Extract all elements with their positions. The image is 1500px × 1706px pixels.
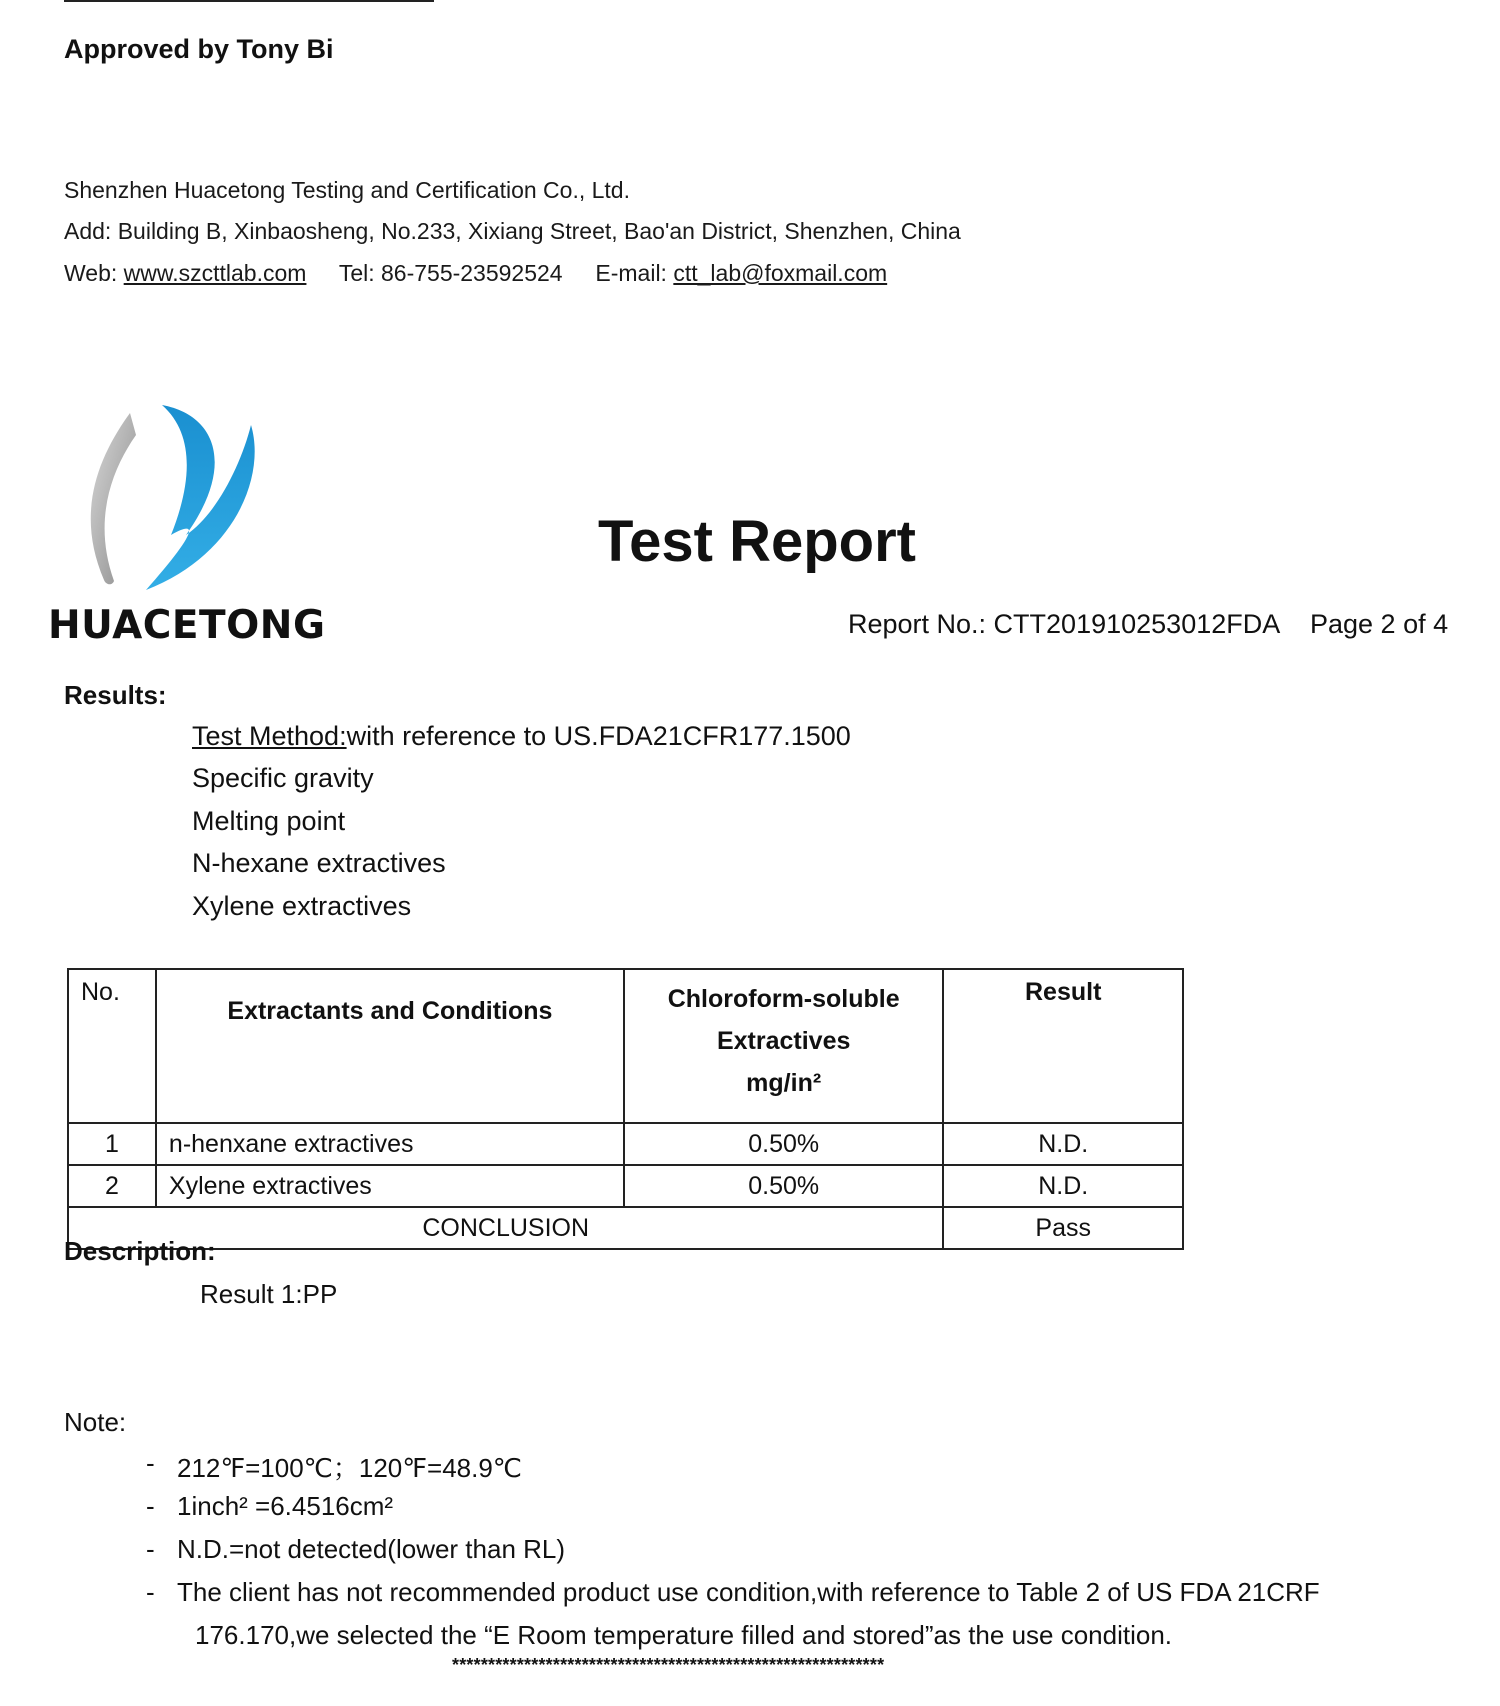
tel: Tel: 86-755-23592524 (338, 260, 563, 286)
logo-wordmark: HUACETONG (48, 603, 326, 648)
report-number: Report No.: CTT201910253012FDA (848, 609, 1281, 639)
approved-by: Approved by Tony Bi (64, 34, 334, 64)
method-item: N-hexane extractives (192, 848, 446, 878)
company-contact (64, 260, 887, 287)
results-table (67, 968, 1184, 1250)
test-method (192, 721, 851, 752)
cell-value: 0.50% (624, 1165, 944, 1207)
header-extractants: Extractants and Conditions (156, 969, 624, 1123)
method-item: Specific gravity (192, 763, 374, 793)
header-no: No. (68, 969, 156, 1123)
table-row (68, 1123, 1183, 1165)
method-item: Melting point (192, 806, 346, 836)
header-chloroform-line1: Chloroform-soluble (667, 985, 900, 1013)
note-item: The client has not recommended product use condition,with reference to Table 2 of US FDA 21CRF (177, 1577, 1320, 1607)
description-text: Result 1:PP (200, 1279, 338, 1309)
note-heading: Note: (64, 1407, 127, 1437)
note-bullet: - (146, 1448, 155, 1478)
cell-result: N.D. (943, 1165, 1183, 1207)
cell-value: 0.50% (624, 1123, 944, 1165)
note-item: 1inch² =6.4516cm² (177, 1491, 394, 1521)
conclusion-row (68, 1207, 1183, 1249)
note-item: N.D.=not detected(lower than RL) (177, 1534, 566, 1564)
table-header-row (68, 969, 1183, 1123)
test-method-label: Test Method: (192, 721, 347, 751)
note-item: 212℉=100℃；120℉=48.9℃ (177, 1453, 522, 1483)
cell-extractant: Xylene extractives (156, 1165, 624, 1207)
note-continuation: 176.170,we selected the “E Room temperature filled and stored”as the use condition. (195, 1620, 1173, 1650)
method-item: Xylene extractives (192, 891, 412, 921)
cell-no: 2 (68, 1165, 156, 1207)
logo-blue-shape (146, 405, 255, 590)
cell-extractant: n-henxane extractives (156, 1123, 624, 1165)
page-title: Test Report (598, 509, 916, 574)
page-number: Page 2 of 4 (1310, 609, 1449, 639)
email-link[interactable]: ctt_lab@foxmail.com (673, 260, 888, 286)
email-label: E-mail: (595, 260, 667, 286)
header-chloroform-unit: mg/in² (746, 1069, 822, 1097)
conclusion-value: Pass (943, 1207, 1183, 1249)
company-address: Add: Building B, Xinbaosheng, No.233, Xixiang Street, Bao'an District, Shenzhen, China (64, 218, 961, 244)
cell-result: N.D. (943, 1123, 1183, 1165)
header-chloroform-line2: Extractives (716, 1027, 851, 1055)
results-heading: Results: (64, 680, 167, 710)
end-marker: ************************************************************ (452, 1655, 885, 1675)
top-divider (64, 0, 434, 2)
note-bullet: - (146, 1577, 155, 1607)
test-method-text: with reference to US.FDA21CFR177.1500 (346, 721, 851, 751)
note-bullet: - (146, 1534, 155, 1564)
table-row (68, 1165, 1183, 1207)
description-heading: Description: (64, 1236, 216, 1266)
header-chloroform (624, 969, 944, 1123)
header-result: Result (943, 969, 1183, 1123)
cell-no: 1 (68, 1123, 156, 1165)
huacetong-logo (66, 405, 272, 600)
web-link[interactable]: www.szcttlab.com (123, 260, 307, 286)
note-bullet: - (146, 1491, 155, 1521)
logo-gray-arc (91, 413, 136, 584)
company-name: Shenzhen Huacetong Testing and Certification Co., Ltd. (64, 177, 630, 203)
web-label: Web: (64, 260, 118, 286)
conclusion-label: CONCLUSION (68, 1207, 943, 1249)
